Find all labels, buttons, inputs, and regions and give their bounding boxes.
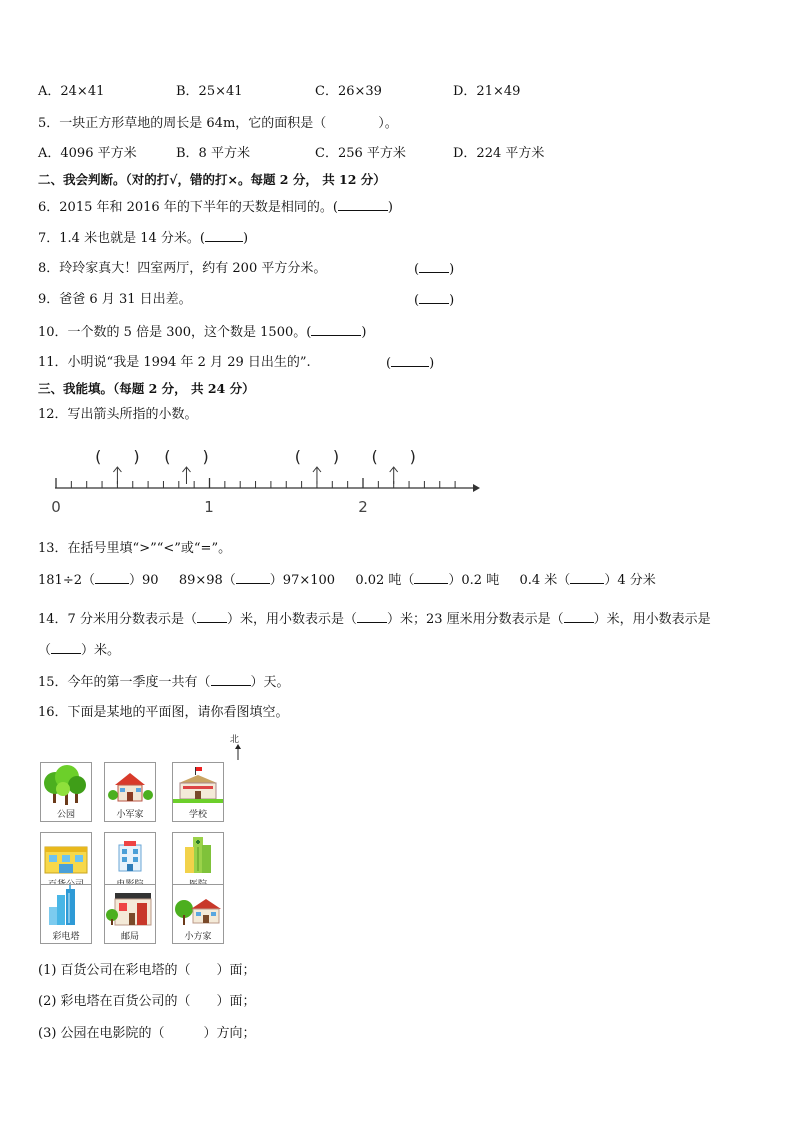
q15-part-2: ）天。: [250, 675, 290, 690]
store-icon: [41, 833, 91, 879]
map-cell-label: 邮局: [120, 932, 139, 942]
q13-item-3-right: ）0.2 吨: [448, 573, 500, 588]
question-11-answer: ( ): [386, 356, 435, 371]
map-cell-department-store: [40, 832, 92, 892]
answer-blank[interactable]: [391, 355, 429, 367]
q4-option-b: B．25×41: [176, 84, 243, 99]
pointer-arrow: [164, 447, 209, 484]
cinema-icon: [105, 833, 155, 879]
answer-bracket: ( ): [164, 447, 209, 466]
q14-part-1: 14．7 分米用分数表示是（: [38, 612, 197, 627]
question-10-text: 10．一个数的 5 倍是 300，这个数是 1500。(: [38, 325, 312, 340]
question-8: [38, 261, 326, 277]
q14-part-3: ）米；23 厘米用分数表示是（: [386, 612, 564, 627]
bracket-close: ): [387, 200, 393, 215]
map-cell-label: 公园: [56, 810, 75, 820]
pointer-arrow: [371, 447, 416, 484]
q15-part-1: 15．今年的第一季度一共有（: [38, 675, 211, 690]
map-cell-label: 小军家: [116, 810, 144, 820]
answer-blank[interactable]: [95, 572, 129, 584]
map-cell-tv-tower: [40, 884, 92, 944]
question-8-answer: ( ): [414, 262, 455, 277]
question-10: [38, 324, 366, 341]
question-8-text: 8．玲玲家真大！四室两厅，约有 200 平方分米。: [38, 261, 327, 276]
q14-part-5: （: [38, 643, 52, 658]
q4-option-a: A．24×41: [38, 84, 105, 99]
q14-part-6: ）米。: [81, 643, 121, 658]
q4-option-c: C．26×39: [315, 84, 382, 99]
q4-option-d: D．21×49: [453, 84, 521, 99]
question-11-text: 11．小明说“我是 1994 年 2 月 29 日出生的”.: [38, 355, 311, 370]
q14-part-2: ）米，用小数表示是（: [226, 612, 357, 627]
q5-option-b: B．8 平方米: [176, 146, 250, 161]
answer-bracket: ( ): [294, 447, 340, 466]
answer-bracket: ( ): [95, 447, 140, 466]
section-3-title: 三、我能填。（每题 2 分， 共 24 分）: [38, 381, 255, 396]
question-16-sub-2: (2) 彩电塔在百货公司的（ ）面；: [38, 994, 256, 1009]
answer-blank[interactable]: [414, 572, 448, 584]
section-2-title: 二、我会判断。（对的打√，错的打×。每题 2 分， 共 12 分）: [38, 172, 386, 187]
answer-blank[interactable]: [357, 611, 387, 623]
bracket-close: ): [361, 325, 367, 340]
axis-arrowhead: [473, 484, 480, 492]
map-cell-xiaofang-home: [172, 884, 224, 944]
arrow-group: [95, 447, 416, 484]
question-12: 12．写出箭头所指的小数。: [38, 407, 198, 422]
q13-item-3-left: 0.02 吨（: [355, 573, 415, 588]
answer-blank[interactable]: [564, 611, 594, 623]
q14-part-4: ）米，用小数表示是: [593, 612, 711, 627]
map-cell-cinema: [104, 832, 156, 892]
answer-blank[interactable]: [311, 324, 361, 336]
q13-item-2-left: 89×98（: [178, 573, 236, 588]
bracket-close: ): [449, 293, 455, 308]
number-line: [40, 440, 490, 518]
question-6: [38, 199, 393, 216]
map-cell-label: 学校: [188, 810, 207, 820]
pointer-arrow: [295, 447, 340, 484]
answer-blank[interactable]: [338, 199, 388, 211]
map-cell-xiaojun-home: [104, 762, 156, 822]
school-icon: [173, 763, 223, 809]
north-arrow-icon: [234, 744, 242, 760]
house-icon: [105, 763, 155, 809]
answer-blank[interactable]: [51, 642, 81, 654]
answer-blank[interactable]: [419, 292, 449, 304]
question-7: [38, 230, 248, 247]
q13-item-4-left: 0.4 米（: [519, 573, 571, 588]
question-9-text: 9．爸爸 6 月 31 日出差。: [38, 292, 192, 307]
hospital-icon: [173, 833, 223, 879]
answer-blank[interactable]: [205, 230, 243, 242]
answer-blank[interactable]: [211, 674, 251, 686]
question-11: [38, 355, 311, 371]
tick-label-1: 1: [204, 498, 214, 516]
question-14-line-2: [38, 642, 120, 659]
question-6-text: 6．2015 年和 2016 年的下半年的天数是相同的。(: [38, 200, 338, 215]
q13-item-1-right: ）90: [128, 573, 159, 588]
answer-blank[interactable]: [419, 261, 449, 273]
q5-option-c: C．256 平方米: [315, 146, 406, 161]
map-cell-post-office: [104, 884, 156, 944]
question-16: 16．下面是某地的平面图，请你看图填空。: [38, 705, 289, 720]
q13-item-4-right: ）4 分米: [604, 573, 656, 588]
map-cell-hospital: [172, 832, 224, 892]
map-cell-label: 彩电塔: [52, 932, 80, 942]
map-cell-school: [172, 762, 224, 822]
tick-label-0: 0: [51, 498, 61, 516]
question-15: [38, 674, 290, 691]
pointer-arrow: [95, 447, 139, 484]
question-13-items: [38, 572, 656, 589]
q5-option-d: D．224 平方米: [453, 146, 545, 161]
tree-icon: [41, 763, 91, 809]
question-9-answer: ( ): [414, 293, 455, 308]
question-9: [38, 292, 192, 308]
tower-icon: [41, 885, 91, 931]
question-5: 5．一块正方形草地的周长是 64m，它的面积是（ ）。: [38, 116, 398, 131]
north-label: 北: [230, 735, 240, 745]
question-16-sub-1: (1) 百货公司在彩电塔的（ ）面；: [38, 963, 256, 978]
answer-blank[interactable]: [236, 572, 270, 584]
map-cell-label: 小方家: [184, 932, 212, 942]
question-16-sub-3: (3) 公园在电影院的（ ）方向；: [38, 1026, 256, 1041]
bracket-close: ): [449, 262, 455, 277]
question-13: 13．在括号里填“>”“<”或“=”。: [38, 541, 232, 556]
post-office-icon: [105, 885, 155, 931]
tick-group: [56, 478, 455, 488]
answer-blank[interactable]: [197, 611, 227, 623]
q5-option-a: A．4096 平方米: [38, 146, 137, 161]
answer-blank[interactable]: [570, 572, 604, 584]
question-14: [38, 611, 711, 628]
bracket-close: ): [242, 231, 249, 246]
tick-label-2: 2: [358, 498, 368, 516]
answer-bracket: ( ): [371, 447, 416, 466]
floor-plan-map: [40, 734, 250, 950]
house-icon: [173, 885, 223, 931]
q13-item-1-left: 181÷2（: [38, 573, 95, 588]
map-cell-park: [40, 762, 92, 822]
q13-item-2-right: ）97×100: [269, 573, 336, 588]
bracket-close: ): [429, 356, 435, 371]
question-7-text: 7．1.4 米也就是 14 分米。(: [38, 231, 205, 246]
